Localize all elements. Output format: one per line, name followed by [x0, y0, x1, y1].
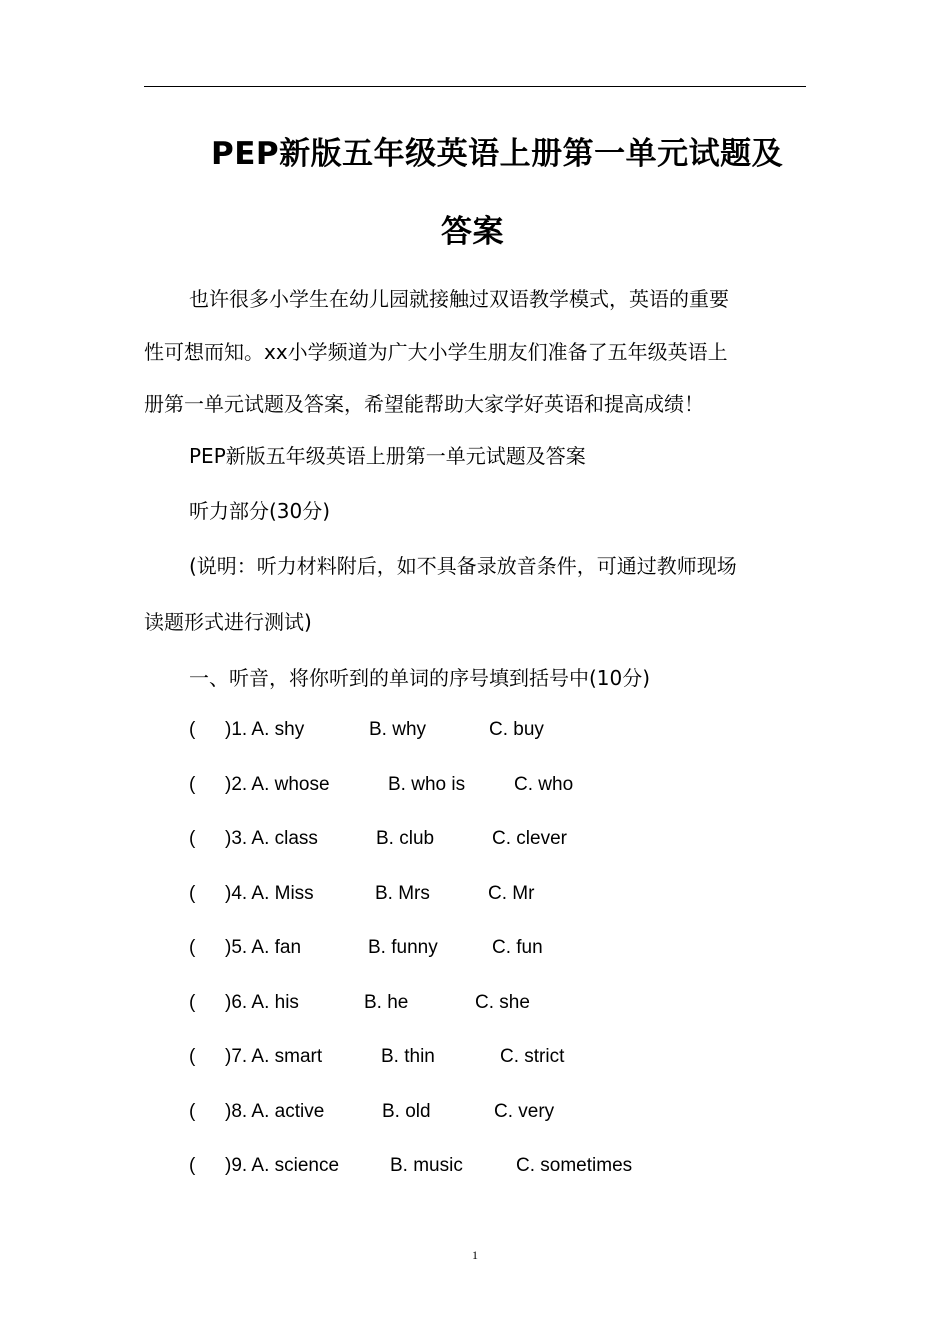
answer-paren: ( [189, 828, 196, 849]
option-a: )8. A. active [225, 1101, 325, 1122]
answer-paren: ( [189, 883, 196, 904]
header-rule [144, 86, 806, 87]
note-line-2: 读题形式进行测试) [144, 610, 312, 634]
option-b: B. funny [368, 937, 438, 958]
option-b: B. music [390, 1155, 463, 1176]
answer-paren: ( [189, 1046, 196, 1067]
option-c: C. buy [489, 719, 544, 740]
option-c: C. strict [500, 1046, 565, 1067]
intro-line-2: 性可想而知。xx小学频道为广大小学生朋友们准备了五年级英语上 [144, 340, 728, 364]
answer-paren: ( [189, 774, 196, 795]
option-c: C. fun [492, 937, 543, 958]
option-c: C. very [494, 1101, 555, 1122]
option-a: )1. A. shy [225, 719, 305, 740]
option-c: C. Mr [488, 883, 535, 904]
question-heading: 一、听音，将你听到的单词的序号填到括号中(10分) [189, 666, 651, 690]
answer-paren: ( [189, 937, 196, 958]
option-a: )7. A. smart [225, 1046, 323, 1067]
option-c: C. clever [492, 828, 567, 849]
option-a: )5. A. fan [225, 937, 302, 958]
option-b: B. he [364, 992, 409, 1013]
option-c: C. she [475, 992, 530, 1013]
document-title-line-1: PEP新版五年级英语上册第一单元试题及 [211, 136, 784, 172]
option-b: B. why [369, 719, 427, 740]
option-a: )6. A. his [225, 992, 299, 1013]
option-b: B. thin [381, 1046, 435, 1067]
option-c: C. sometimes [516, 1155, 633, 1176]
option-a: )3. A. class [225, 828, 318, 849]
option-b: B. old [382, 1101, 431, 1122]
answer-paren: ( [189, 719, 196, 740]
option-c: C. who [514, 774, 574, 795]
intro-line-1: 也许很多小学生在幼儿园就接触过双语教学模式，英语的重要 [189, 287, 729, 311]
section-heading: 听力部分(30分) [189, 499, 331, 523]
note-line-1: (说明：听力材料附后，如不具备录放音条件，可通过教师现场 [189, 554, 737, 578]
option-b: B. Mrs [375, 883, 430, 904]
intro-line-3: 册第一单元试题及答案，希望能帮助大家学好英语和提高成绩！ [144, 392, 704, 416]
answer-paren: ( [189, 1155, 196, 1176]
answer-paren: ( [189, 1101, 196, 1122]
option-a: )9. A. science [225, 1155, 340, 1176]
subtitle: PEP新版五年级英语上册第一单元试题及答案 [189, 444, 586, 468]
page-number: 1 [472, 1248, 478, 1262]
option-a: )4. A. Miss [225, 883, 314, 904]
document-title-line-2: 答案 [441, 214, 504, 250]
answer-paren: ( [189, 992, 196, 1013]
option-b: B. club [376, 828, 435, 849]
option-b: B. who is [388, 774, 466, 795]
option-a: )2. A. whose [225, 774, 330, 795]
